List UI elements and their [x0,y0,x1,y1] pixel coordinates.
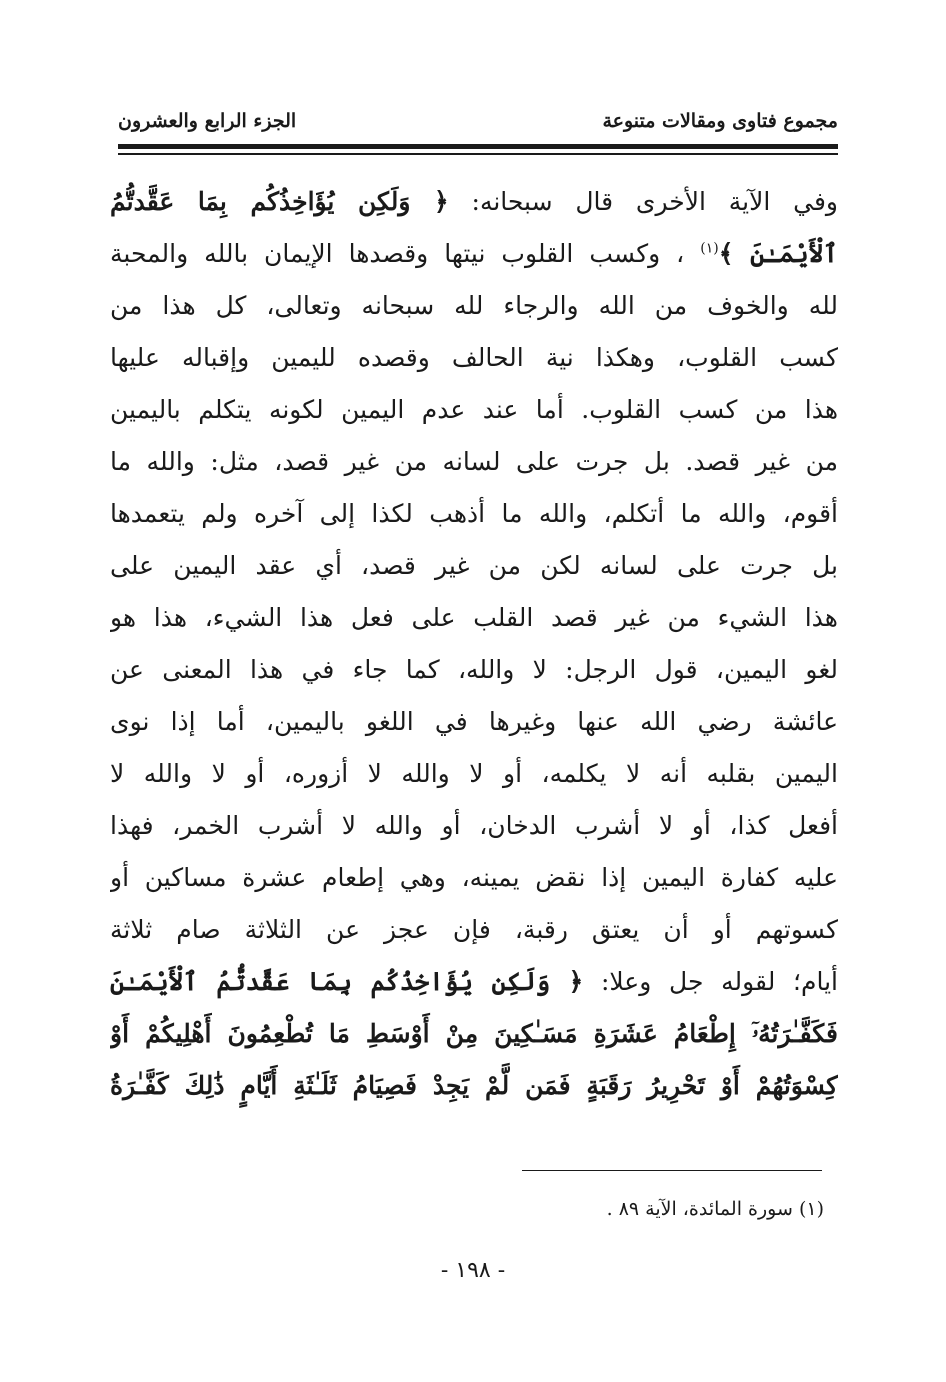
text-line [110,228,838,280]
footnote-marker: (١) [798,1198,824,1220]
text-segment: من غير قصد. بل جرت على لسانه من غير قصد، مثل: والله ما [110,447,838,476]
text-line [110,488,838,540]
text-line [110,1008,838,1060]
text-line [110,800,838,852]
quran-verse: كِسْوَتُهُمْ أَوْ تَحْرِيرُ رَقَبَةٍ فَمَن لَّمْ يَجِدْ فَصِيَامُ ثَلَـٰثَةِ أَيَّامٍ ذَٰلِكَ كَفَّـٰرَةُ [110,1071,838,1100]
text-segment: اليمين بقلبه أنه لا يكلمه، أو لا والله لا أزوره، أو لا والله لا [110,759,838,788]
book-title: مجموع فتاوى ومقالات متنوعة [602,110,838,132]
text-line [110,904,838,956]
text-line [110,592,838,644]
header-rule-thick [118,144,838,149]
footnote [324,1198,824,1220]
text-line [110,436,838,488]
text-line [110,1060,838,1112]
text-line [110,748,838,800]
text-segment: ، وكسب القلوب نيتها وقصدها الإيمان بالله والمحبة [110,239,701,268]
text-segment: لله والخوف من الله والرجاء لله سبحانه وتعالى، كل هذا من [110,291,838,320]
quran-verse: ﴿ وَلَكِن يُؤَاخِذُكُم بِمَا عَقَّدتُّمُ ٱلْأَيْمَـٰنَ [110,967,584,996]
volume-label: الجزء الرابع والعشرون [118,110,297,132]
text-line [110,540,838,592]
text-segment: بل جرت على لسانه لكن من غير قصد، أي عقد اليمين على [110,551,838,580]
quran-verse: ٱلْأَيْمَـٰنَ ﴾ [718,239,838,268]
header-rule-thin [118,153,838,155]
running-header [118,104,838,138]
body-text [110,176,838,1112]
text-line [110,176,838,228]
quran-verse: فَكَفَّـٰرَتُهُۥٓ إِطْعَامُ عَشَرَةِ مَسَـٰكِينَ مِنْ أَوْسَطِ مَا تُطْعِمُونَ أَهْلِيكُمْ أَوْ [110,1019,838,1048]
text-segment: لغو اليمين، قول الرجل: لا والله، كما جاء في هذا المعنى عن [110,655,838,684]
text-segment: أفعل كذا، أو لا أشرب الدخان، أو والله لا أشرب الخمر، فهذا [110,811,838,840]
text-segment: عليه كفارة اليمين إذا نقض يمينه، وهي إطعام عشرة مساكين أو [110,863,838,892]
text-line [110,280,838,332]
text-line [110,696,838,748]
text-segment: هذا من كسب القلوب. أما عند عدم اليمين لكونه يتكلم باليمين [110,395,838,424]
text-line [110,332,838,384]
footnote-text: سورة المائدة، الآية ٨٩ . [606,1198,793,1220]
text-segment: أيام؛ لقوله جل وعلا: [583,967,838,996]
footnote-separator [522,1170,822,1171]
text-segment: هذا الشيء من غير قصد القلب على فعل هذا الشيء، هذا هو [110,603,838,632]
text-segment: وفي الآية الأخرى قال سبحانه: [448,187,838,216]
text-line [110,384,838,436]
footnote-ref: (١) [700,240,719,257]
text-segment: كسوتهم أو أن يعتق رقبة، فإن عجز عن الثلاثة صام ثلاثة [110,915,838,944]
text-segment: عائشة رضي الله عنها وغيرها في اللغو باليمين، أما إذا نوى [110,707,838,736]
page-number: - ١٩٨ - [440,1258,506,1283]
text-line [110,852,838,904]
text-line [110,956,838,1008]
text-line [110,644,838,696]
text-segment: أقوم، والله ما أتكلم، والله ما أذهب لكذا إلى آخره ولم يتعمدها [110,499,838,528]
quran-verse: ﴿ وَلَكِن يُؤَاخِذُكُم بِمَا عَقَّدتُّمُ [110,187,449,216]
text-segment: كسب القلوب، وهكذا نية الحالف وقصده لليمين وإقباله عليها [110,343,838,372]
